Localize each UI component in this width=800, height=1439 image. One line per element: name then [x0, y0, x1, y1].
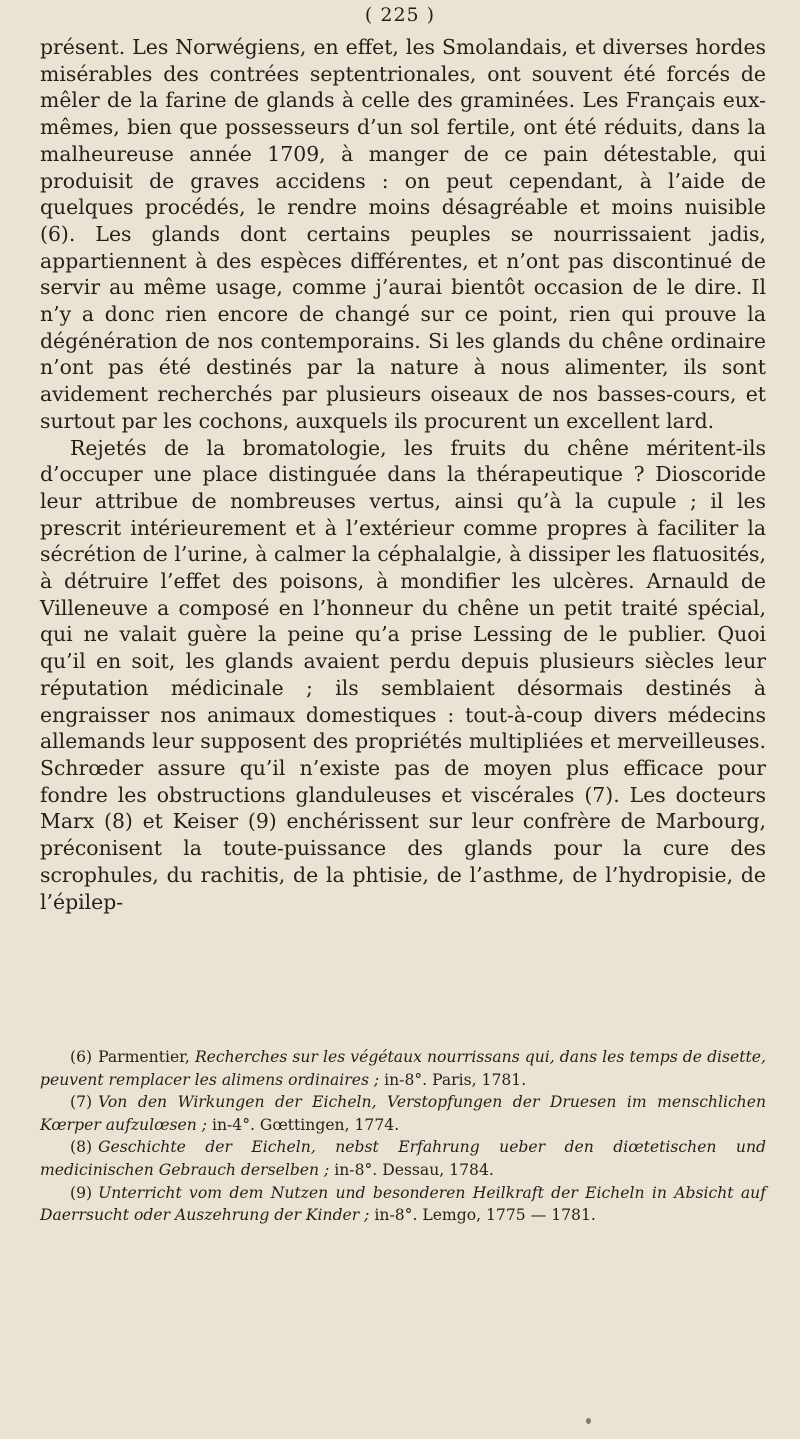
- footnote-imprint: in-8°. Lemgo, 1775 — 1781.: [374, 1206, 596, 1225]
- footnote-imprint: in-8°. Dessau, 1784.: [334, 1160, 494, 1179]
- footnote-title: Recherches sur les végétaux nourrissans qui, dans les temps de disette, peuvent remplacer les alimens ordinaires ;: [40, 1048, 766, 1089]
- footnote-number: (7): [70, 1093, 93, 1112]
- footnote-title: Unterricht vom dem Nutzen und besonderen Heilkraft der Eicheln in Absicht auf Daerrsucht oder Auszehrung der Kinder ;: [40, 1183, 766, 1225]
- paragraph-1: présent. Les Norwégiens, en effet, les Smolandais, et diverses hordes misérables des contrées septentrionales, ont souvent été forcés de mêler de la farine de glands à celle des graminées. Les Français eux-mêmes, bien que possesseurs d’un sol fertile, ont été réduits, dans la malheureuse année 1709, à manger de ce pain détestable, qui produisit de graves accidens : on peut cependant, à l’aide de quelques procédés, le rendre moins désagréable et moins nuisible (6). Les glands dont certains peuples se nourrissaient jadis, appartiennent à des espèces différentes, et n’ont pas discontinué de servir au même usage, comme j’aurai bientôt occasion de le dire. Il n’y a donc rien encore de changé sur ce point, rien qui prouve la dégénération de nos contemporains. Si les glands du chêne ordinaire n’ont pas été destinés par la nature à nous alimenter, ils sont avidement recherchés par plusieurs oiseaux de nos basses-cours, et surtout par les cochons, auxquels ils procurent un excellent lard.: [40, 35, 766, 433]
- footnote-title: Von den Wirkungen der Eicheln, Verstopfungen der Druesen im menschlichen Kœrper aufzulœsen ;: [40, 1093, 766, 1134]
- body-text: [40, 34, 766, 915]
- footnotes: [40, 1046, 766, 1227]
- page-number: ( 225 ): [364, 4, 436, 26]
- footnote-title: Geschichte der Eicheln, nebst Erfahrung ueber den diœtetischen und medicinischen Gebrauch derselben ;: [40, 1138, 766, 1179]
- footnote-imprint: in-8°. Paris, 1781.: [384, 1070, 527, 1089]
- footnote-8: [40, 1136, 766, 1181]
- footnote-number: (6): [70, 1048, 93, 1066]
- footnote-number: (9): [70, 1183, 93, 1202]
- footnote-imprint: in-4°. Gœttingen, 1774.: [211, 1115, 400, 1134]
- ink-spot: [586, 1418, 591, 1424]
- footnote-9: [40, 1182, 766, 1227]
- footnote-author: Parmentier,: [98, 1048, 190, 1066]
- footnote-7: [40, 1091, 766, 1136]
- footnote-number: (8): [70, 1138, 93, 1157]
- footnote-6: [40, 1046, 766, 1091]
- paragraph-2: Rejetés de la bromatologie, les fruits du chêne méritent-ils d’occuper une place distinguée dans la thérapeutique ? Dioscoride leur attribue de nombreuses vertus, ainsi qu’à la cupule ; il les prescrit intérieurement et à l’extérieur comme propres à faciliter la sécrétion de l’urine, à calmer la céphalalgie, à dissiper les flatuosités, à détruire l’effet des poisons, à mondifier les ulcères. Arnauld de Villeneuve a composé en l’honneur du chêne un petit traité spécial, qui ne valait guère la peine qu’a prise Lessing de le publier. Quoi qu’il en soit, les glands avaient perdu depuis plusieurs siècles leur réputation médicinale ; ils semblaient désormais destinés à engraisser nos animaux domestiques : tout-à-coup divers médecins allemands leur supposent des propriétés multipliées et merveilleuses. Schrœder assure qu’il n’existe pas de moyen plus efficace pour fondre les obstructions glanduleuses et viscérales (7). Les docteurs Marx (8) et Keiser (9) enchérissent sur leur confrère de Marbourg, préconisent la toute-puissance des glands pour la cure des scrophules, du rachitis, de la phtisie, de l’asthme, de l’hydropisie, de l’épilep-: [40, 435, 766, 914]
